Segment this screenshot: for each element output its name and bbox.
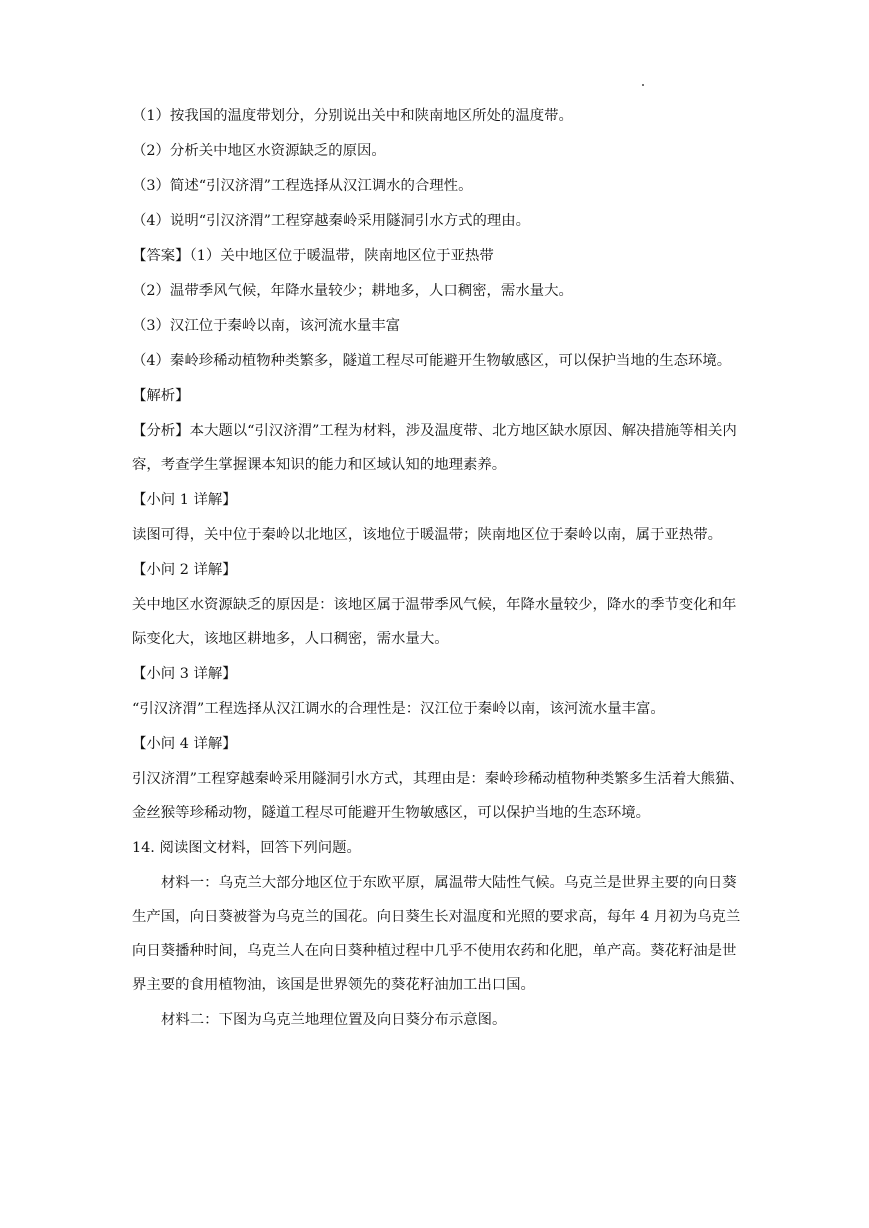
subq1-heading: 【小问 1 详解】 (132, 492, 237, 508)
question-4: （4）说明“引汉济渭”工程穿越秦岭采用隧洞引水方式的理由。 (132, 213, 531, 229)
answer-4: （4）秦岭珍稀动植物种类繁多，隧道工程尽可能避开生物敏感区，可以保护当地的生态环境。 (132, 353, 732, 369)
subq4-heading: 【小问 4 详解】 (132, 736, 237, 752)
answer-2: （2）温带季风气候，年降水量较少；耕地多，人口稠密，需水量大。 (132, 283, 573, 299)
question-2: （2）分析关中地区水资源缺乏的原因。 (132, 143, 386, 159)
subq3-text: “引汉济渭”工程选择从汉江调水的合理性是：汉江位于秦岭以南，该河流水量丰富。 (132, 701, 665, 717)
answer-1-line (132, 246, 744, 266)
subq4-text: 引汉济渭”工程穿越秦岭采用隧洞引水方式，其理由是：秦岭珍稀动植物种类繁多生活着大熊猫、金丝猴等珍稀动物，隧道工程尽可能避开生物敏感区，可以保护当地的生态环境。 (132, 771, 744, 821)
q14-title: 14. 阅读图文材料，回答下列问题。 (132, 840, 361, 856)
subq2-text: 关中地区水资源缺乏的原因是：该地区属于温带季风气候，年降水量较少，降水的季节变化和年际变化大，该地区耕地多，人口稠密，需水量大。 (132, 597, 737, 647)
answer-label: 【答案】 (132, 248, 190, 264)
question-3: （3）简述“引汉济渭”工程选择从汉江调水的合理性。 (132, 178, 473, 194)
q14-material-1: 材料一：乌克兰大部分地区位于东欧平原，属温带大陆性气候。乌克兰是世界主要的向日葵生产国，向日葵被誉为乌克兰的国花。向日葵生长对温度和光照的要求高，每年 4 月初为乌克兰向日葵播种时间，乌克兰人在向日葵种植过程中几乎不使用农药和化肥，单产高。葵花籽油是世界主要的食用植物油，该国是世界领先的葵花籽油加工出口国。 (132, 875, 741, 993)
subq1-text: 读图可得，关中位于秦岭以北地区，该地位于暖温带；陕南地区位于秦岭以南，属于亚热带。 (132, 527, 723, 543)
analysis-fenxi: 【分析】本大题以“引汉济渭”工程为材料，涉及温度带、北方地区缺水原因、解决措施等相关内容，考查学生掌握课本知识的能力和区域认知的地理素养。 (132, 423, 737, 473)
answer-1: （1）关中地区位于暖温带，陕南地区位于亚热带 (189, 248, 494, 264)
subq3-heading: 【小问 3 详解】 (132, 666, 237, 682)
answer-3: （3）汉江位于秦岭以南，该河流水量丰富 (132, 318, 401, 334)
subq2-heading: 【小问 2 详解】 (132, 562, 237, 578)
q14-material-2: 材料二：下图为乌克兰地理位置及向日葵分布示意图。 (161, 1012, 507, 1028)
stray-dot (642, 84, 644, 86)
question-1: （1）按我国的温度带划分，分别说出关中和陕南地区所处的温度带。 (132, 108, 573, 124)
document-content (132, 106, 744, 1045)
analysis-label: 【解析】 (132, 388, 190, 404)
